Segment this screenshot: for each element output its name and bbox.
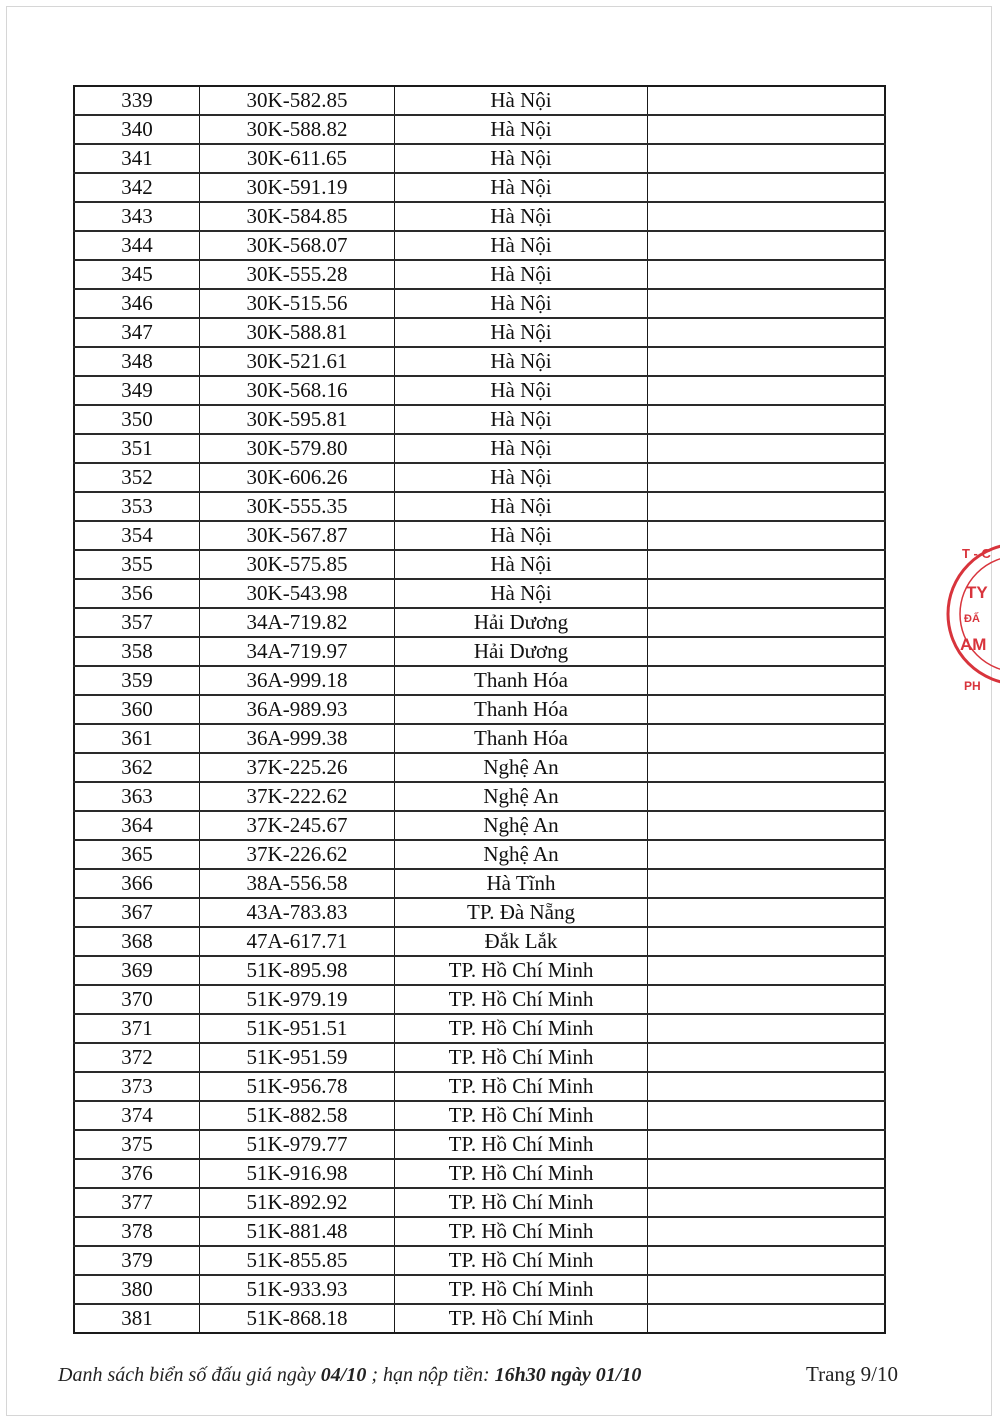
province: TP. Hồ Chí Minh	[395, 1217, 648, 1246]
row-number: 339	[74, 86, 200, 115]
row-number: 347	[74, 318, 200, 347]
row-number: 357	[74, 608, 200, 637]
province: Hà Nội	[395, 434, 648, 463]
note-cell	[648, 318, 886, 347]
row-number: 356	[74, 579, 200, 608]
note-cell	[648, 1275, 886, 1304]
table-row	[74, 724, 885, 753]
license-plate: 30K-555.28	[200, 260, 395, 289]
note-cell	[648, 724, 886, 753]
row-number: 362	[74, 753, 200, 782]
note-cell	[648, 1072, 886, 1101]
note-cell	[648, 840, 886, 869]
row-number: 354	[74, 521, 200, 550]
province: Hà Nội	[395, 173, 648, 202]
table-row	[74, 202, 885, 231]
province: Hà Nội	[395, 202, 648, 231]
note-cell	[648, 956, 886, 985]
province: TP. Hồ Chí Minh	[395, 1275, 648, 1304]
table-row	[74, 637, 885, 666]
seal-text-1: T - C	[962, 546, 991, 561]
table-row	[74, 1130, 885, 1159]
table-row	[74, 492, 885, 521]
province: Nghệ An	[395, 782, 648, 811]
license-plate: 36A-989.93	[200, 695, 395, 724]
row-number: 376	[74, 1159, 200, 1188]
table-row	[74, 260, 885, 289]
license-plate: 47A-617.71	[200, 927, 395, 956]
table-row	[74, 231, 885, 260]
note-cell	[648, 637, 886, 666]
table-row	[74, 898, 885, 927]
seal-text-4: AM	[960, 635, 987, 654]
table-row	[74, 550, 885, 579]
license-plate: 51K-951.59	[200, 1043, 395, 1072]
province: TP. Hồ Chí Minh	[395, 985, 648, 1014]
province: Nghệ An	[395, 811, 648, 840]
license-plate: 30K-521.61	[200, 347, 395, 376]
note-cell	[648, 811, 886, 840]
license-plate: 30K-575.85	[200, 550, 395, 579]
row-number: 379	[74, 1246, 200, 1275]
province: Hà Nội	[395, 463, 648, 492]
row-number: 341	[74, 144, 200, 173]
table-row	[74, 1188, 885, 1217]
province: Hà Nội	[395, 231, 648, 260]
province: Nghệ An	[395, 840, 648, 869]
province: TP. Hồ Chí Minh	[395, 1304, 648, 1333]
province: Hải Dương	[395, 608, 648, 637]
row-number: 366	[74, 869, 200, 898]
license-plate: 30K-588.81	[200, 318, 395, 347]
row-number: 378	[74, 1217, 200, 1246]
row-number: 372	[74, 1043, 200, 1072]
province: Hà Nội	[395, 144, 648, 173]
row-number: 351	[74, 434, 200, 463]
province: Hà Nội	[395, 260, 648, 289]
license-plate: 34A-719.97	[200, 637, 395, 666]
row-number: 359	[74, 666, 200, 695]
license-plate: 51K-956.78	[200, 1072, 395, 1101]
note-cell	[648, 492, 886, 521]
province: Hà Nội	[395, 376, 648, 405]
note-cell	[648, 521, 886, 550]
note-cell	[648, 434, 886, 463]
note-cell	[648, 115, 886, 144]
note-cell	[648, 260, 886, 289]
table-row	[74, 869, 885, 898]
license-plate: 30K-611.65	[200, 144, 395, 173]
province: Hà Nội	[395, 86, 648, 115]
license-plate: 30K-567.87	[200, 521, 395, 550]
license-plate: 30K-543.98	[200, 579, 395, 608]
table-row	[74, 956, 885, 985]
row-number: 343	[74, 202, 200, 231]
row-number: 363	[74, 782, 200, 811]
table-row	[74, 405, 885, 434]
note-cell	[648, 869, 886, 898]
license-plate: 30K-582.85	[200, 86, 395, 115]
note-cell	[648, 202, 886, 231]
row-number: 355	[74, 550, 200, 579]
seal-graphic	[936, 518, 1000, 714]
note-cell	[648, 173, 886, 202]
table-row	[74, 86, 885, 115]
table-row	[74, 666, 885, 695]
row-number: 377	[74, 1188, 200, 1217]
table-row	[74, 1101, 885, 1130]
province: Hà Nội	[395, 405, 648, 434]
row-number: 380	[74, 1275, 200, 1304]
note-cell	[648, 550, 886, 579]
table-row	[74, 347, 885, 376]
row-number: 365	[74, 840, 200, 869]
row-number: 350	[74, 405, 200, 434]
license-plate: 37K-245.67	[200, 811, 395, 840]
table-row	[74, 144, 885, 173]
table-row	[74, 579, 885, 608]
license-plate: 30K-595.81	[200, 405, 395, 434]
row-number: 358	[74, 637, 200, 666]
province: TP. Đà Nẵng	[395, 898, 648, 927]
province: Hà Nội	[395, 347, 648, 376]
table-row	[74, 608, 885, 637]
row-number: 369	[74, 956, 200, 985]
note-cell	[648, 463, 886, 492]
footer-note	[58, 1364, 918, 1387]
note-cell	[648, 1217, 886, 1246]
license-plate: 51K-855.85	[200, 1246, 395, 1275]
table-row	[74, 927, 885, 956]
province: Hà Nội	[395, 550, 648, 579]
license-plate: 51K-979.77	[200, 1130, 395, 1159]
license-plate: 30K-555.35	[200, 492, 395, 521]
footer-auction-date: 04/10	[320, 1364, 367, 1386]
row-number: 373	[74, 1072, 200, 1101]
province: TP. Hồ Chí Minh	[395, 1014, 648, 1043]
license-plate: 51K-868.18	[200, 1304, 395, 1333]
license-plate: 30K-515.56	[200, 289, 395, 318]
seal-text-5: PH	[964, 679, 981, 693]
license-plate: 51K-895.98	[200, 956, 395, 985]
province: TP. Hồ Chí Minh	[395, 1159, 648, 1188]
province: Nghệ An	[395, 753, 648, 782]
province: Thanh Hóa	[395, 724, 648, 753]
note-cell	[648, 927, 886, 956]
license-plate: 43A-783.83	[200, 898, 395, 927]
license-plate: 37K-226.62	[200, 840, 395, 869]
note-cell	[648, 985, 886, 1014]
license-plate: 30K-568.16	[200, 376, 395, 405]
province: Hà Nội	[395, 492, 648, 521]
license-plate: 51K-881.48	[200, 1217, 395, 1246]
province: TP. Hồ Chí Minh	[395, 1072, 648, 1101]
row-number: 367	[74, 898, 200, 927]
table-row	[74, 1043, 885, 1072]
table-row	[74, 1014, 885, 1043]
province: Thanh Hóa	[395, 666, 648, 695]
note-cell	[648, 608, 886, 637]
page-number: Trang 9/10	[806, 1362, 898, 1386]
plate-list-table	[73, 85, 886, 1334]
table-row	[74, 434, 885, 463]
note-cell	[648, 1246, 886, 1275]
province: Hải Dương	[395, 637, 648, 666]
table-row	[74, 753, 885, 782]
row-number: 353	[74, 492, 200, 521]
table-row	[74, 463, 885, 492]
province: TP. Hồ Chí Minh	[395, 1101, 648, 1130]
row-number: 340	[74, 115, 200, 144]
row-number: 344	[74, 231, 200, 260]
row-number: 371	[74, 1014, 200, 1043]
table-row	[74, 1275, 885, 1304]
row-number: 381	[74, 1304, 200, 1333]
table-row	[74, 1159, 885, 1188]
note-cell	[648, 666, 886, 695]
company-seal-stamp	[936, 518, 1000, 714]
row-number: 346	[74, 289, 200, 318]
province: Thanh Hóa	[395, 695, 648, 724]
table-row	[74, 985, 885, 1014]
note-cell	[648, 1101, 886, 1130]
table-row	[74, 811, 885, 840]
license-plate: 51K-892.92	[200, 1188, 395, 1217]
license-plate: 51K-951.51	[200, 1014, 395, 1043]
seal-text-3: ĐẤ	[964, 613, 980, 625]
table-row	[74, 173, 885, 202]
license-plate: 51K-916.98	[200, 1159, 395, 1188]
footer-separator: ; hạn nộp tiền:	[371, 1364, 490, 1386]
license-plate: 30K-591.19	[200, 173, 395, 202]
table-row	[74, 289, 885, 318]
license-plate: 36A-999.38	[200, 724, 395, 753]
note-cell	[648, 347, 886, 376]
license-plate: 34A-719.82	[200, 608, 395, 637]
row-number: 375	[74, 1130, 200, 1159]
note-cell	[648, 405, 886, 434]
table-row	[74, 1304, 885, 1333]
note-cell	[648, 231, 886, 260]
row-number: 352	[74, 463, 200, 492]
license-plate: 37K-225.26	[200, 753, 395, 782]
note-cell	[648, 782, 886, 811]
province: Hà Nội	[395, 289, 648, 318]
license-plate: 38A-556.58	[200, 869, 395, 898]
row-number: 349	[74, 376, 200, 405]
license-plate: 37K-222.62	[200, 782, 395, 811]
row-number: 342	[74, 173, 200, 202]
table-row	[74, 840, 885, 869]
province: TP. Hồ Chí Minh	[395, 1130, 648, 1159]
province: Hà Nội	[395, 579, 648, 608]
table-row	[74, 318, 885, 347]
row-number: 360	[74, 695, 200, 724]
row-number: 368	[74, 927, 200, 956]
note-cell	[648, 1014, 886, 1043]
note-cell	[648, 1304, 886, 1333]
province: Hà Nội	[395, 318, 648, 347]
table-row	[74, 695, 885, 724]
note-cell	[648, 898, 886, 927]
note-cell	[648, 1043, 886, 1072]
row-number: 345	[74, 260, 200, 289]
license-plate: 51K-882.58	[200, 1101, 395, 1130]
note-cell	[648, 695, 886, 724]
province: Hà Nội	[395, 521, 648, 550]
table-row	[74, 1217, 885, 1246]
table-row	[74, 1246, 885, 1275]
row-number: 348	[74, 347, 200, 376]
note-cell	[648, 144, 886, 173]
province: TP. Hồ Chí Minh	[395, 1246, 648, 1275]
note-cell	[648, 86, 886, 115]
license-plate: 30K-588.82	[200, 115, 395, 144]
province: Đắk Lắk	[395, 927, 648, 956]
province: TP. Hồ Chí Minh	[395, 956, 648, 985]
footer-prefix: Danh sách biển số đấu giá ngày	[58, 1364, 316, 1386]
province: Hà Tĩnh	[395, 869, 648, 898]
table-row	[74, 376, 885, 405]
footer-deadline: 16h30 ngày 01/10	[494, 1364, 642, 1386]
table-row	[74, 1072, 885, 1101]
license-plate: 30K-584.85	[200, 202, 395, 231]
license-plate: 36A-999.18	[200, 666, 395, 695]
license-plate: 51K-979.19	[200, 985, 395, 1014]
note-cell	[648, 1130, 886, 1159]
table-row	[74, 782, 885, 811]
table-row	[74, 115, 885, 144]
note-cell	[648, 289, 886, 318]
note-cell	[648, 579, 886, 608]
note-cell	[648, 753, 886, 782]
table-row	[74, 521, 885, 550]
province: TP. Hồ Chí Minh	[395, 1043, 648, 1072]
note-cell	[648, 376, 886, 405]
row-number: 361	[74, 724, 200, 753]
province: TP. Hồ Chí Minh	[395, 1188, 648, 1217]
note-cell	[648, 1188, 886, 1217]
row-number: 374	[74, 1101, 200, 1130]
row-number: 364	[74, 811, 200, 840]
license-plate: 30K-579.80	[200, 434, 395, 463]
license-plate: 30K-606.26	[200, 463, 395, 492]
license-plate: 51K-933.93	[200, 1275, 395, 1304]
seal-text-2: TY	[966, 583, 988, 602]
license-plate: 30K-568.07	[200, 231, 395, 260]
note-cell	[648, 1159, 886, 1188]
row-number: 370	[74, 985, 200, 1014]
plate-list-body	[74, 86, 885, 1333]
province: Hà Nội	[395, 115, 648, 144]
